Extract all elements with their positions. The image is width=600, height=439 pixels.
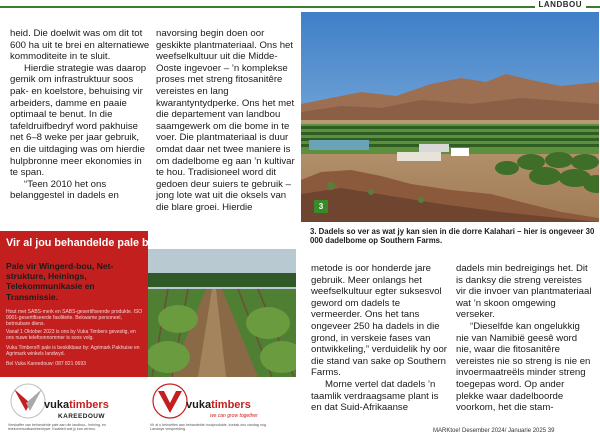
paragraph: “Teen 2010 het ons belanggestel in dadels en xyxy=(10,178,119,202)
brand-slogan: we can grow together xyxy=(210,413,258,419)
paragraph: “Dieselfde kan ongelukkig nie van Namibië geesê word nie, waar die fitosanitêre vereistes nie so streng is nie en invoermaatreëls minder streng toegepas word. Op ander plekke waar dadelboorde voorkom, het die stam- xyxy=(456,320,591,414)
paragraph: Morne vertel dat dadels ’n taamlik verdraagsame plant is en dat Suid-Afrikaanse xyxy=(311,378,439,414)
ad-subhead: Pale vir Wingerd-bou, Net-strukture, Heinings, Telekommunikasie en Transmissie. xyxy=(6,261,114,302)
ad-fine-print: Hout met SABS-merk en SABS-gesertifiseerde produkte. ISO 9001-gesertifiseerde fasiliteite. Bekwame personeel, betroubare diens. xyxy=(6,309,143,328)
brand-location: KAREEDOUW xyxy=(58,413,105,420)
photo-number-badge: 3 xyxy=(314,200,328,213)
header-bar xyxy=(0,0,600,10)
brand-name: vukatimbers xyxy=(44,399,109,411)
vineyard-illustration xyxy=(148,249,296,377)
article-column-3 xyxy=(311,263,449,414)
page-footer: MARKtoe! Desember 2024/ Januarie 2025 39 xyxy=(433,428,555,434)
ad-fine-print: Vuka Timbers® pale is beskikbaar by: Agrimark Pakhuise en Agrimark winkels landwyd. xyxy=(6,345,140,358)
ad-fine-print: Vanaf 1 Oktober 2023 is ons by Vuka Timbers gevestig, en ons nuwe telefoonnommer is soos volg. xyxy=(6,329,136,342)
logo-fine-print: Vir al u behoeftes aan behandelde houtprodukte, kontak ons vandag nog. Landwye verspreiding. xyxy=(150,423,267,432)
date-plantation-photo xyxy=(301,12,599,222)
header-rule xyxy=(0,6,600,8)
article-column-2 xyxy=(156,28,296,214)
paragraph: heid. Die doelwit was om dit tot 600 ha uit te brei en alternatiewe kommoditeite in te sluit. xyxy=(10,28,150,63)
vuka-kareedouw-logo xyxy=(8,381,138,437)
brand-name: vukatimbers xyxy=(186,399,251,411)
vuka-logo-icon xyxy=(150,381,190,421)
article-column-1 xyxy=(10,28,150,202)
paragraph: metode is oor honderde jare gebruik. Meer onlangs het weefselkultuur egter suksesvol geword om dadels te vermeerder. Ons het tans ongeveer 250 ha dadels in die grond, in verskeie fases van ontwikkeling,” verduidelik hy oor die stand van sake op Southern Farms. xyxy=(311,263,447,379)
logo-fine-print: Verskaffer van behandelde pale aan die landbou-, heining- en telekommunikasiebedrywe. Kwaliteit wat jy kan vertrou. xyxy=(8,423,107,432)
photo-caption: 3. Dadels so ver as wat jy kan sien in die dorre Kalahari – hier is ongeveer 30 000 dadelbome op Southern Farms. xyxy=(310,227,595,246)
photo-illustration xyxy=(301,12,599,222)
vuka-timbers-logo xyxy=(150,381,280,437)
paragraph: navorsing begin doen oor geskikte plantmateriaal. Ons het weefselkultuur uit die Midde-Ooste ingevoer – ’n komplekse proses met streng fitosanitêre vereistes en lang kwarantyntydperke. Ons het met die departement van landbou saamgewerk om die bome in te voer. Die plantmateriaal is duur omdat daar net twee maniere is om dadelbome eg aan ’n kultivar te hou. Tradisioneel word dit gedoen deur suiers te gebruik – jong lote wat uit die oksels van die blare groei. Hierdie xyxy=(156,28,295,213)
paragraph: dadels min bedreigings het. Dit is danksy die streng vereistes vir die invoer van plantmateriaal wat ’n skoon omgewing verseker. xyxy=(456,263,592,321)
paragraph: Hierdie strategie was daarop gemik om infrastruktuur soos pak- en koelstore, behuising vir arbeiders, damme en paaie optimaal te benut. In die tafeldruifbedryf word pakhuise net 6–8 weke per jaar gebruik, en die uitdaging was om hierdie hulpbronne meer ekonomies in te span. xyxy=(10,62,147,179)
vuka-timbers-advertisement xyxy=(0,231,296,439)
vuka-logo-icon xyxy=(8,381,48,421)
ad-vineyard-photo xyxy=(148,249,296,377)
article-column-4 xyxy=(456,263,594,414)
section-tag: LANDBOU xyxy=(535,0,587,9)
ad-fine-print: Bel Vuka Kareedouw: 087 821 0693 xyxy=(6,361,86,367)
ad-headline: Vir al jou behandelde pale behoeftes xyxy=(6,237,193,249)
